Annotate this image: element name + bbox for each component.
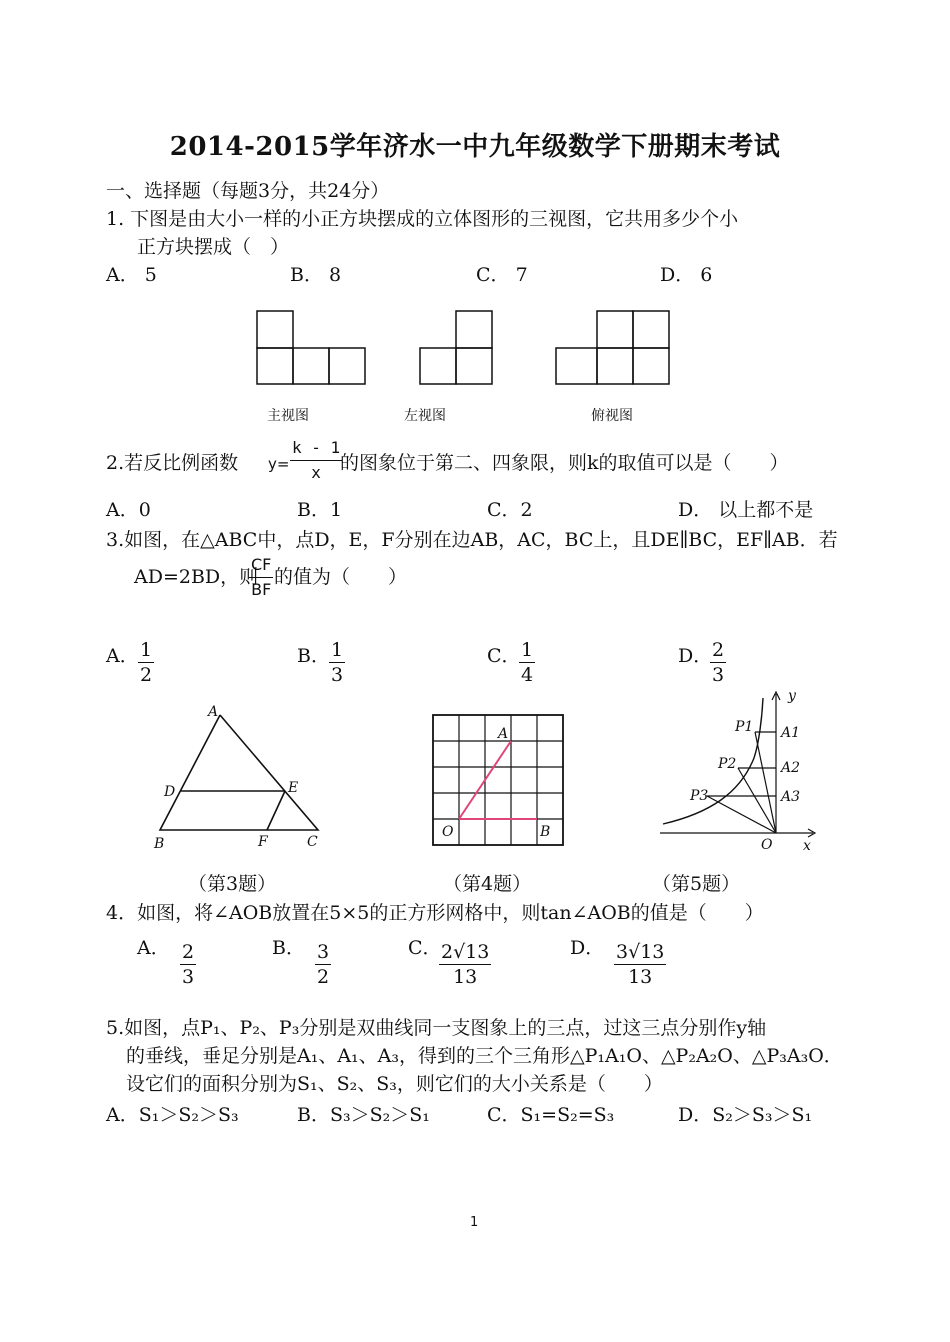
q3-option-b-num: 1 xyxy=(331,639,344,661)
q4-option-d-label: D． xyxy=(570,937,605,959)
fig4-point-a: A xyxy=(498,726,509,742)
q5-option-a: A．S₁＞S₂＞S₃ xyxy=(106,1104,239,1126)
q3-option-c-den: 4 xyxy=(521,664,534,686)
figure-4-grid xyxy=(430,712,570,852)
q3-option-c-fraction xyxy=(519,638,535,687)
q4-option-b-fraction xyxy=(315,940,331,989)
fig4-point-b: B xyxy=(540,824,551,840)
front-view-label: 主视图 xyxy=(267,408,309,424)
q4-option-b-num: 3 xyxy=(317,941,330,963)
q4-stem: 4．如图，将∠AOB放置在5×5的正方形网格中，则tan∠AOB的值是（ ） xyxy=(106,902,764,924)
q3-option-b-label: B． xyxy=(297,645,330,667)
q4-option-a-fraction xyxy=(180,940,196,989)
q3-option-d-num: 2 xyxy=(712,639,725,661)
q4-option-a-num: 2 xyxy=(182,941,195,963)
three-view-figure xyxy=(250,305,680,395)
fig5-y-axis-label: y xyxy=(788,688,796,704)
q5-option-d: D．S₂＞S₃＞S₁ xyxy=(678,1104,813,1126)
page-number: 1 xyxy=(470,1215,479,1230)
q4-option-c-fraction xyxy=(439,940,491,989)
q4-option-c-label: C． xyxy=(408,937,442,959)
fig5-point-a1: A1 xyxy=(781,725,801,741)
q4-option-b-label: B． xyxy=(272,937,305,959)
fig5-point-p2: P2 xyxy=(718,756,737,772)
q2-y-equals: y= xyxy=(268,455,290,473)
q1-option-a: A． 5 xyxy=(106,264,157,286)
q3-option-d-fraction xyxy=(710,638,726,687)
fig4-caption: （第4题） xyxy=(443,873,532,895)
q5-stem-line2: 的垂线，垂足分别是A₁、A₁、A₃，得到的三个三角形△P₁A₁O、△P₂A₂O、△P₃A₃O． xyxy=(126,1045,843,1067)
q1-option-d: D． 6 xyxy=(660,264,713,286)
fig5-caption: （第5题） xyxy=(652,873,741,895)
q3-option-b-den: 3 xyxy=(331,664,344,686)
q3-stem-line1: 3.如图，在△ABC中，点D，E，F分别在边AB，AC，BC上，且DE∥BC，EF∥AB．若 xyxy=(106,529,838,551)
q1-stem-line2: 正方块摆成（ ） xyxy=(137,236,290,258)
q4-option-a-den: 3 xyxy=(182,966,195,988)
q2-option-a: A．0 xyxy=(106,499,151,521)
q2-fraction-numerator: k - 1 xyxy=(290,436,342,461)
q3-option-d-den: 3 xyxy=(712,664,725,686)
page-title: 2014-2015学年济水一中九年级数学下册期末考试 xyxy=(169,132,781,162)
q2-option-d: D． 以上都不是 xyxy=(678,499,814,521)
section-heading: 一、选择题（每题3分，共24分） xyxy=(106,180,390,202)
q1-option-b: B． 8 xyxy=(290,264,342,286)
q2-option-b: B．1 xyxy=(297,499,343,521)
q4-option-b-den: 2 xyxy=(317,966,330,988)
q3-option-b-fraction xyxy=(329,638,345,687)
fig4-point-o: O xyxy=(442,824,454,840)
fig3-point-f: F xyxy=(258,834,268,850)
q4-option-c-num: 2√13 xyxy=(441,941,490,963)
fig3-point-c: C xyxy=(307,834,318,850)
q3-option-c-num: 1 xyxy=(521,639,534,661)
q5-option-c: C．S₁=S₂=S₃ xyxy=(487,1104,615,1126)
fig3-point-b: B xyxy=(154,836,165,852)
q2-fraction xyxy=(290,436,342,485)
q4-option-d-den: 13 xyxy=(628,966,653,988)
q2-option-c: C．2 xyxy=(487,499,533,521)
fig5-point-p1: P1 xyxy=(735,719,754,735)
fig3-caption: （第3题） xyxy=(188,873,277,895)
q3-option-d-label: D． xyxy=(678,645,713,667)
q3-stem-suffix: 的值为（ ） xyxy=(274,566,408,588)
q3-option-a-num: 1 xyxy=(140,639,153,661)
q5-option-b: B．S₃＞S₂＞S₁ xyxy=(297,1104,430,1126)
figure-5-hyperbola xyxy=(655,688,830,858)
q1-stem-line1: 1. 下图是由大小一样的小正方块摆成的立体图形的三视图，它共用多少个小 xyxy=(106,208,739,230)
q1-option-c: C． 7 xyxy=(476,264,528,286)
fig5-x-axis-label: x xyxy=(803,838,811,854)
fig5-point-a3: A3 xyxy=(781,789,801,805)
fig3-point-d: D xyxy=(164,784,176,800)
fig5-origin: O xyxy=(761,837,773,853)
q2-stem-suffix: 的图象位于第二、四象限，则k的取值可以是（ ） xyxy=(340,452,789,474)
q3-fraction-numerator: CF xyxy=(249,553,273,578)
q3-option-a-fraction xyxy=(138,638,154,687)
q3-stem-prefix: AD=2BD，则 xyxy=(134,566,259,588)
q4-option-d-fraction xyxy=(614,940,666,989)
q2-fraction-denominator: x xyxy=(311,463,321,482)
q4-option-a-label: A． xyxy=(137,937,170,959)
q5-stem-line3: 设它们的面积分别为S₁、S₂、S₃，则它们的大小关系是（ ） xyxy=(126,1073,663,1095)
figure-3-triangle xyxy=(150,700,330,855)
fig3-point-a: A xyxy=(208,704,219,720)
q3-option-a-den: 2 xyxy=(140,664,153,686)
q3-option-a-label: A． xyxy=(106,645,139,667)
fig5-point-a2: A2 xyxy=(781,760,801,776)
q4-option-c-den: 13 xyxy=(453,966,478,988)
q3-fraction xyxy=(249,553,273,602)
q4-option-d-num: 3√13 xyxy=(616,941,665,963)
side-view-label: 左视图 xyxy=(404,408,446,424)
q2-stem-prefix: 2.若反比例函数 xyxy=(106,452,239,474)
q3-option-c-label: C． xyxy=(487,645,521,667)
top-view-label: 俯视图 xyxy=(591,408,633,424)
fig3-point-e: E xyxy=(288,780,299,796)
q5-stem-line1: 5.如图，点P₁、P₂、P₃分别是双曲线同一支图象上的三点，过这三点分别作y轴 xyxy=(106,1017,767,1039)
q3-fraction-denominator: BF xyxy=(251,580,272,599)
fig5-point-p3: P3 xyxy=(690,788,709,804)
